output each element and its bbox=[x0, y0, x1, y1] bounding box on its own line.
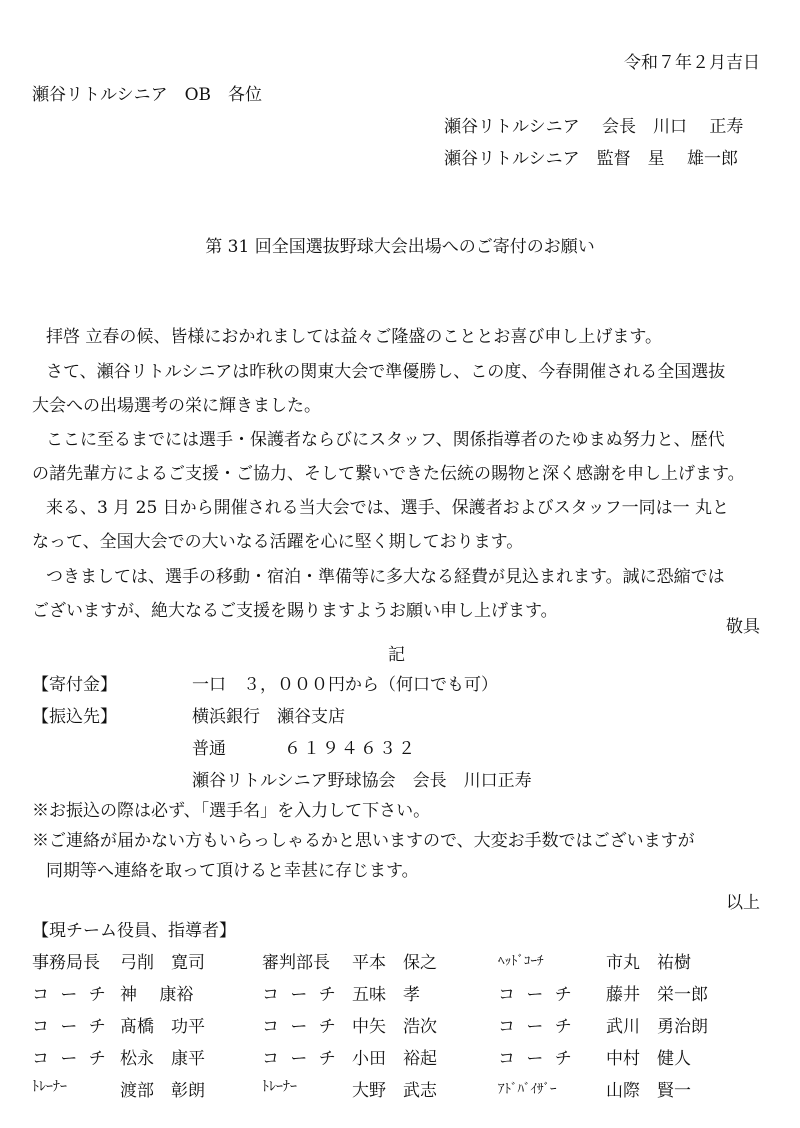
closing-keigu: 敬具 bbox=[726, 617, 760, 637]
donation-amount: 一口 ３，０００円から（何口でも可） bbox=[192, 675, 498, 695]
staff-role: コ ー チ bbox=[32, 1017, 109, 1037]
staff-name: 渡部 彰朗 bbox=[120, 1081, 205, 1101]
staff-heading: 【現チーム役員、指導者】 bbox=[32, 921, 236, 941]
bank-label: 【振込先】 bbox=[32, 707, 117, 727]
body-line: ここに至るまでには選手・保護者ならびにスタッフ、関係指導者のたゆまぬ努力と、歴代 bbox=[46, 430, 725, 450]
body-line: さて、瀬谷リトルシニアは昨秋の関東大会で準優勝し、この度、今春開催される全国選抜 bbox=[46, 362, 726, 382]
staff-role: ﾄﾚｰﾅｰ bbox=[262, 1079, 297, 1095]
staff-role: コ ー チ bbox=[262, 985, 339, 1005]
staff-name: 平本 保之 bbox=[352, 953, 437, 973]
note-line: ※ご連絡が届かない方もいらっしゃるかと思いますので、大変お手数ではございますが bbox=[32, 831, 695, 851]
body-line: つきましては、選手の移動・宿泊・準備等に多大なる経費が見込まれます。誠に恐縮では bbox=[46, 567, 725, 587]
staff-name: 髙橋 功平 bbox=[120, 1017, 205, 1037]
staff-name: 武川 勇治朗 bbox=[606, 1017, 708, 1037]
staff-name: 小田 裕起 bbox=[352, 1049, 437, 1069]
body-line: 来る、3 月 25 日から開催される当大会では、選手、保護者およびスタッフ一同は一 丸と bbox=[46, 498, 730, 518]
staff-role: コ ー チ bbox=[262, 1049, 339, 1069]
account-number: ６１９４６３２ bbox=[284, 739, 417, 759]
staff-name: 大野 武志 bbox=[352, 1081, 437, 1101]
staff-role: コ ー チ bbox=[498, 985, 575, 1005]
closing-ijou: 以上 bbox=[726, 893, 760, 913]
ki-heading: 記 bbox=[388, 645, 405, 665]
staff-name: 弓削 寛司 bbox=[120, 953, 205, 973]
sender-president: 瀬谷リトルシニア 会長 川口 正寿 bbox=[444, 117, 744, 137]
body-line: 大会への出場選考の栄に輝きました。 bbox=[32, 396, 321, 416]
staff-name: 中村 健人 bbox=[606, 1049, 691, 1069]
body-line: の諸先輩方によるご支援・ご協力、そして繋いできた伝統の賜物と深く感謝を申し上げます。 bbox=[32, 464, 745, 484]
staff-role: ｱﾄﾞﾊﾞｲｻﾞｰ bbox=[498, 1082, 557, 1097]
note-line: ※お振込の際は必ず、「選手名」を入力して下さい。 bbox=[32, 801, 431, 821]
staff-name: 山際 賢一 bbox=[606, 1081, 691, 1101]
sender-manager: 瀬谷リトルシニア 監督 星 雄一郎 bbox=[444, 149, 738, 169]
note-line: 同期等へ連絡を取って頂けると幸甚に存じます。 bbox=[46, 861, 419, 881]
staff-name: 市丸 祐樹 bbox=[606, 953, 691, 973]
addressee: 瀬谷リトルシニア OB 各位 bbox=[32, 85, 263, 105]
body-line: なって、全国大会での大いなる活躍を心に堅く期しております。 bbox=[32, 532, 524, 552]
staff-role: 事務局長 bbox=[32, 953, 100, 973]
staff-role: コ ー チ bbox=[498, 1017, 575, 1037]
staff-role: コ ー チ bbox=[32, 985, 109, 1005]
letter-title: 第 31 回全国選抜野球大会出場へのご寄付のお願い bbox=[205, 237, 595, 257]
staff-role: コ ー チ bbox=[262, 1017, 339, 1037]
staff-name: 藤井 栄一郎 bbox=[606, 985, 708, 1005]
account-holder: 瀬谷リトルシニア野球協会 会長 川口正寿 bbox=[192, 771, 532, 791]
staff-role: 審判部長 bbox=[262, 953, 330, 973]
staff-role: コ ー チ bbox=[498, 1049, 575, 1069]
staff-role: コ ー チ bbox=[32, 1049, 109, 1069]
body-line: ございますが、絶大なるご支援を賜りますようお願い申し上げます。 bbox=[32, 601, 558, 621]
staff-name: 中矢 浩次 bbox=[352, 1017, 437, 1037]
bank-name: 横浜銀行 瀬谷支店 bbox=[192, 707, 345, 727]
staff-name: 神 康裕 bbox=[120, 985, 194, 1005]
body-line: 拝啓 立春の候、皆様におかれましては益々ご隆盛のこととお喜び申し上げます。 bbox=[46, 327, 663, 347]
donation-label: 【寄付金】 bbox=[32, 675, 117, 695]
staff-name: 松永 康平 bbox=[120, 1049, 205, 1069]
staff-role: ﾄﾚｰﾅｰ bbox=[32, 1079, 67, 1095]
staff-name: 五味 孝 bbox=[352, 985, 420, 1005]
staff-role: ﾍｯﾄﾞｺｰﾁ bbox=[498, 954, 544, 969]
letter-date: 令和７年２月吉日 bbox=[624, 53, 760, 73]
account-type: 普通 bbox=[192, 739, 226, 759]
